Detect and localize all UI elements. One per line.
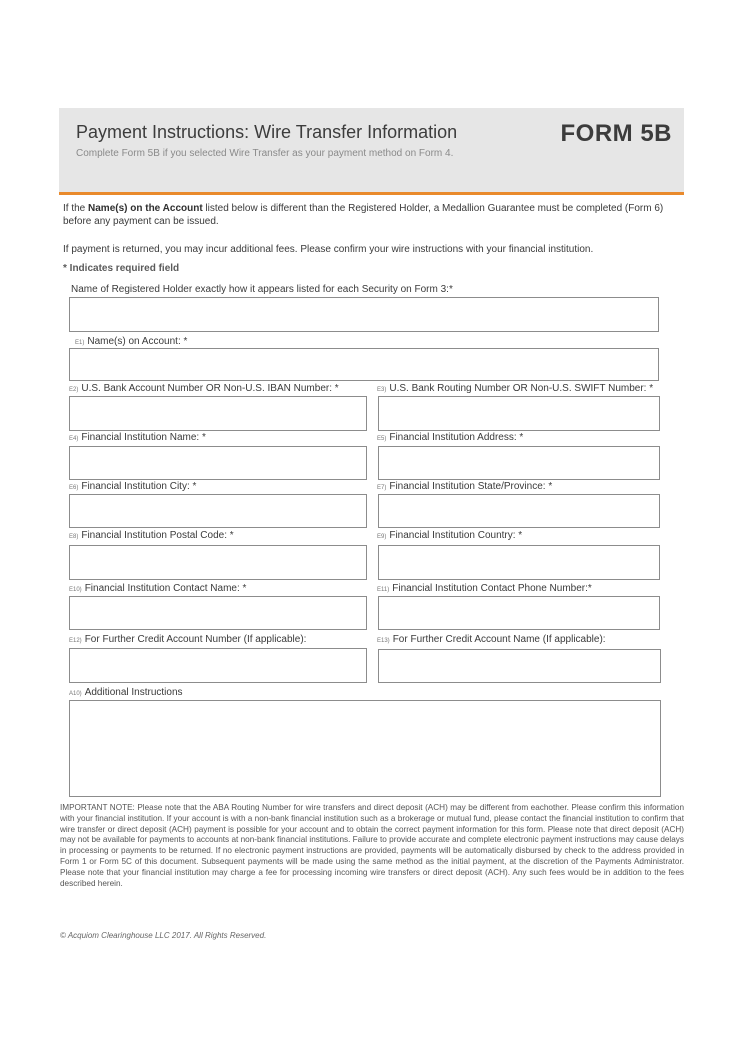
contact-name-label: E10) Financial Institution Contact Name: * xyxy=(69,583,247,594)
account-number-label: E2) U.S. Bank Account Number OR Non-U.S. IBAN Number: * xyxy=(69,383,339,394)
routing-number-input[interactable] xyxy=(378,396,660,431)
institution-city-label: E6) Financial Institution City: * xyxy=(69,481,197,492)
institution-postal-input[interactable] xyxy=(69,545,367,580)
registered-holder-label: Name of Registered Holder exactly how it appears listed for each Security on Form 3:* xyxy=(71,284,453,295)
institution-address-input[interactable] xyxy=(378,446,660,480)
institution-country-label: E9) Financial Institution Country: * xyxy=(377,530,523,541)
form-subtitle: Complete Form 5B if you selected Wire Transfer as your payment method on Form 4. xyxy=(76,148,454,159)
further-credit-number-input[interactable] xyxy=(69,648,367,683)
institution-name-label: E4) Financial Institution Name: * xyxy=(69,432,206,443)
institution-city-input[interactable] xyxy=(69,494,367,528)
contact-phone-input[interactable] xyxy=(378,596,660,630)
contact-name-input[interactable] xyxy=(69,596,367,630)
institution-name-input[interactable] xyxy=(69,446,367,480)
copyright-notice: © Acquiom Clearinghouse LLC 2017. All Rights Reserved. xyxy=(60,931,267,940)
registered-holder-input[interactable] xyxy=(69,297,659,332)
additional-instructions-textarea[interactable] xyxy=(69,700,661,797)
further-credit-number-label: E12) For Further Credit Account Number (If applicable): xyxy=(69,634,307,645)
important-note: IMPORTANT NOTE: Please note that the ABA Routing Number for wire transfers and direct deposit (ACH) may be different from eachother. Please confirm this information with your financial institution. If your account is with a non-bank financial institution such as a brokerage or mutual fund, please contact the financial institution to confirm that wire transfer or direct deposit (ACH) payment is possible for your account and to obtain the correct payment information for this form. Please note that direct deposit (ACH) may not be available for payments to accounts at non-bank financial institutions. Failure to provide accurate and complete electronic payment instructions may cause delays in processing or payments to be returned. If no electronic payment instructions are provided, payments will be automatically disbursed by check to the address provided in Form 1 or Form 5C of this document. Subsequent payments will be made using the same method as the initial payment, at the discretion of the Payments Administrator. Please note that your financial institution may charge a fee for processing incoming wire transfers or direct deposit (ACH). Any such fees would be in addition to the fees described herein. xyxy=(60,803,684,888)
further-credit-name-input[interactable] xyxy=(378,649,661,683)
routing-number-label: E3) U.S. Bank Routing Number OR Non-U.S. SWIFT Number: * xyxy=(377,383,654,394)
returned-payment-notice: If payment is returned, you may incur additional fees. Please confirm your wire instructions with your financial institution. xyxy=(63,244,594,255)
form-title: Payment Instructions: Wire Transfer Information xyxy=(76,122,458,142)
contact-phone-label: E11) Financial Institution Contact Phone Number:* xyxy=(377,583,592,594)
form-header xyxy=(59,108,684,195)
required-field-note: * Indicates required field xyxy=(63,263,180,274)
names-on-account-label: E1) Name(s) on Account: * xyxy=(75,336,188,347)
form-number: FORM 5B xyxy=(560,120,672,147)
names-on-account-input[interactable] xyxy=(69,348,659,381)
account-number-input[interactable] xyxy=(69,396,367,431)
institution-state-label: E7) Financial Institution State/Province: * xyxy=(377,481,553,492)
further-credit-name-label: E13) For Further Credit Account Name (If applicable): xyxy=(377,634,606,645)
medallion-notice: If the Name(s) on the Account listed below is different than the Registered Holder, a Medallion Guarantee must be completed (Form 6) before any payment can be issued. xyxy=(63,203,664,227)
additional-instructions-label: A10) Additional Instructions xyxy=(69,687,183,698)
institution-postal-label: E8) Financial Institution Postal Code: * xyxy=(69,530,234,541)
institution-address-label: E5) Financial Institution Address: * xyxy=(377,432,524,443)
institution-country-input[interactable] xyxy=(378,545,660,580)
institution-state-input[interactable] xyxy=(378,494,660,528)
